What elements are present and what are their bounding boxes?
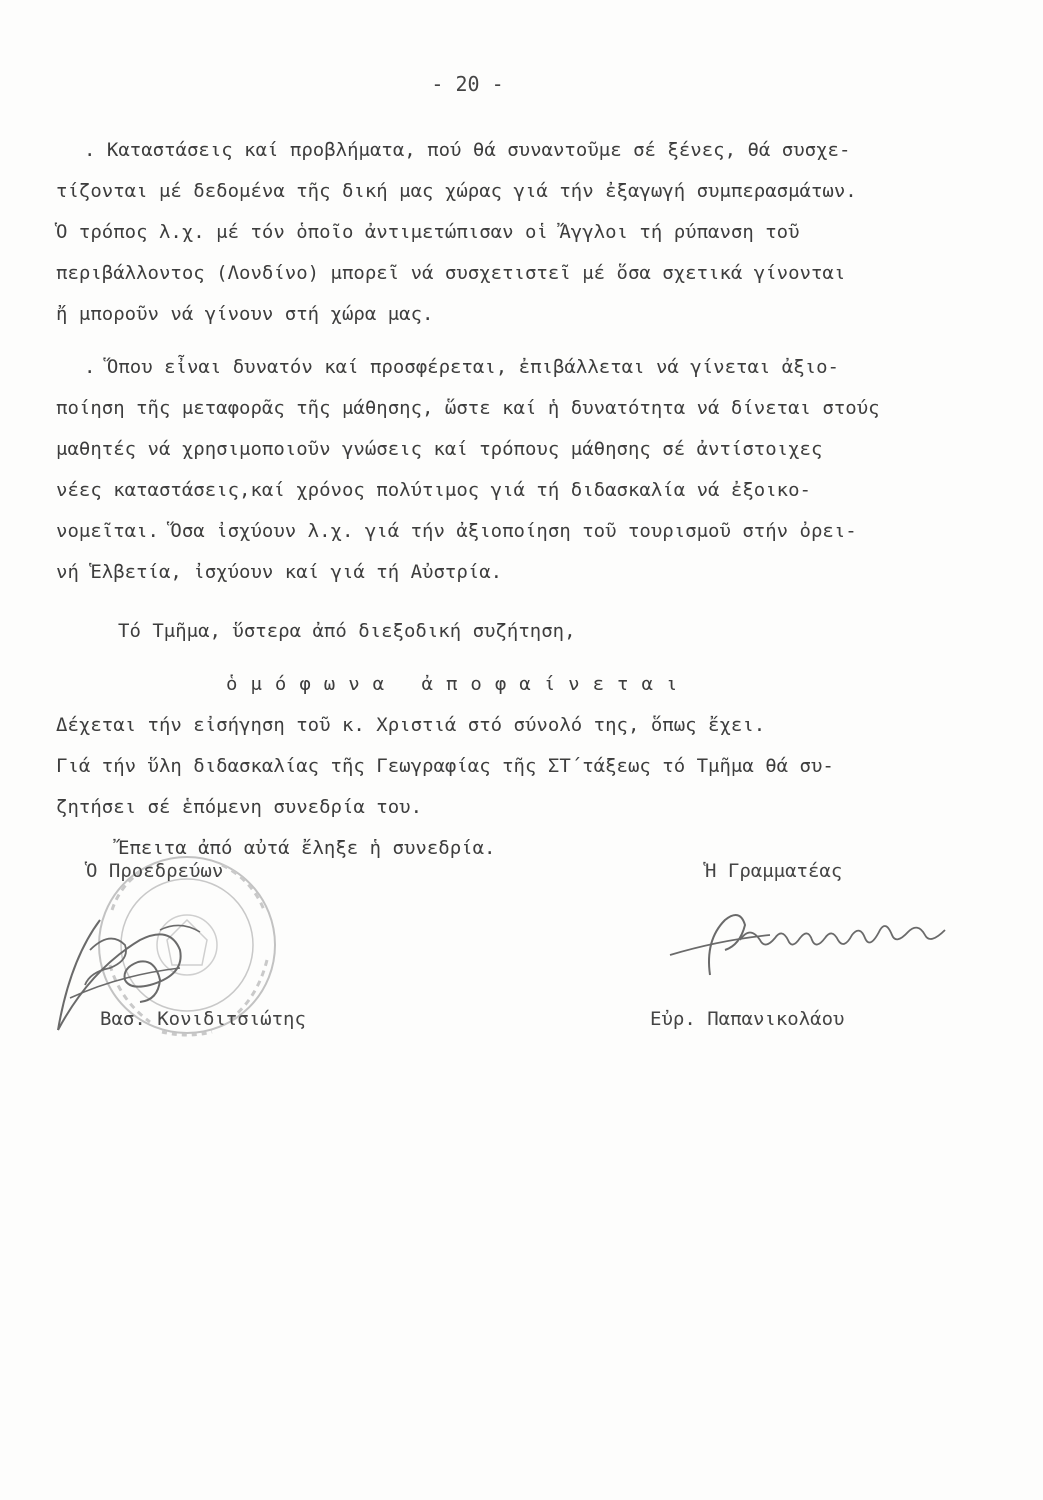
text-line: ποίηση τῆς μεταφορᾶς τῆς μάθησης, ὥστε καί ἡ δυνατότητα νά δίνεται στούς [56,397,880,419]
text-line: . Ὅπου εἶναι δυνατόν καί προσφέρεται, ἐπιβάλλεται νά γίνεται ἀξιο- [84,356,839,378]
text-line: νομεῖται. Ὅσα ἰσχύουν λ.χ. γιά τήν ἀξιοποίηση τοῦ τουρισμοῦ στήν ὀρει- [56,520,857,542]
right-signature-icon [660,900,960,980]
paragraph-comparison [56,130,1006,335]
text-line: ἤ μποροῦν νά γίνουν στή χώρα μας. [56,303,434,325]
document-body [56,130,1006,869]
section-intro: Τό Τμῆμα, ὕστερα ἀπό διεξοδική συζήτηση, [118,620,576,642]
text-line: Ὁ τρόπος λ.χ. μέ τόν ὁποῖο ἀντιμετώπισαν οἱ Ἄγγλοι τή ρύπανση τοῦ [56,221,800,243]
left-signatory-title: Ὁ Προεδρεύων [86,860,224,882]
right-signatory-name: Εὐρ. Παπανικολάου [650,1008,845,1030]
text-line: ζητήσει σέ ἑπόμενη συνεδρία του. [56,796,423,818]
text-line: Γιά τήν ὕλη διδασκαλίας τῆς Γεωγραφίας τῆς ΣΤ΄τάξεως τό Τμῆμα θά συ- [56,755,834,777]
decision-heading: ὁμόφωνα ἀποφαίνεται [226,673,691,695]
text-line: . Καταστάσεις καί προβλήματα, πού θά συναντοῦμε σέ ξένες, θά συσχε- [84,139,851,161]
text-line: μαθητές νά χρησιμοποιοῦν γνώσεις καί τρόπους μάθησης σέ ἀντίστοιχες [56,438,823,460]
text-line: τίζονται μέ δεδομένα τῆς δική μας χώρας γιά τήν ἐξαγωγή συμπερασμάτων. [56,180,857,202]
text-line: νέες καταστάσεις,καί χρόνος πολύτιμος γιά τή διδασκαλία νά ἐξοικο- [56,479,811,501]
page-number: - 20 - [431,72,504,96]
text-line: Δέχεται τήν εἰσήγηση τοῦ κ. Χριστιά στό σύνολό της, ὅπως ἔχει. [56,714,766,736]
paragraph-transfer-of-learning [56,347,1006,593]
text-line: περιβάλλοντος (Λονδίνο) μπορεῖ νά συσχετιστεῖ μέ ὅσα σχετικά γίνονται [56,262,846,284]
text-line: Ἔπειτα ἀπό αὐτά ἔληξε ἡ συνεδρία. [118,837,496,859]
decision-block [56,705,1006,869]
left-signatory-name: Βασ. Κονιδιτσιώτης [100,1008,306,1030]
text-line: νή Ἑλβετία, ἰσχύουν καί γιά τή Αὐστρία. [56,561,503,583]
right-signatory-title: Ἡ Γραμματέας [705,860,843,882]
